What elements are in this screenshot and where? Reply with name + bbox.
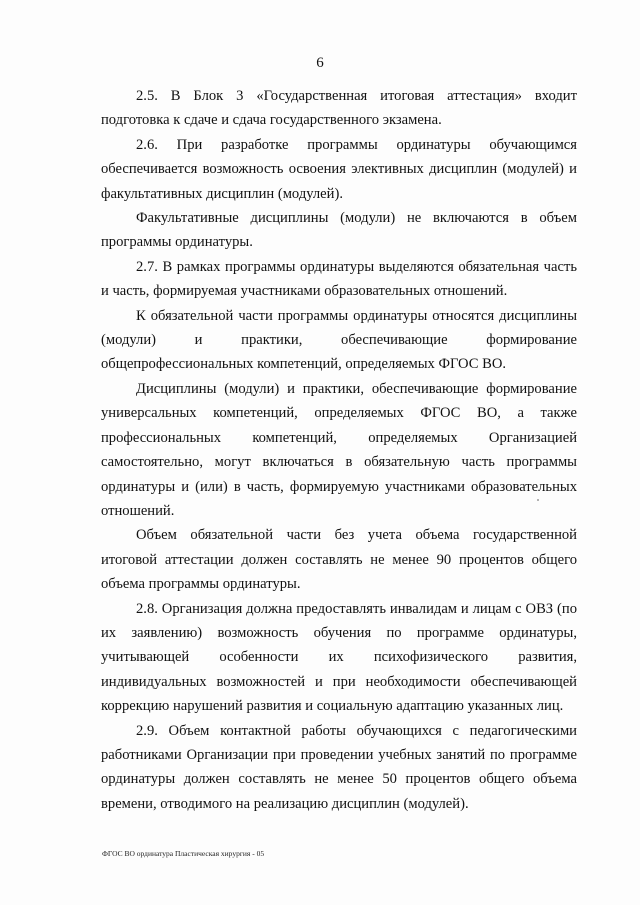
paragraph-mandatory-part: К обязательной части программы ординатуры относятся дисциплины (модули) и практики, обеспечивающие формирование общепрофессиональных компетенций, определяемых ФГОС ВО. — [101, 307, 577, 373]
paragraph-optional-disciplines: Факультативные дисциплины (модули) не включаются в объем программы ординатуры. — [101, 210, 577, 251]
document-body — [101, 84, 577, 816]
paragraph-mandatory-volume: Объем обязательной части без учета объема государственной итоговой аттестации должен составлять не менее 90 процентов общего объема программы ординатуры. — [101, 527, 577, 593]
scan-speck — [537, 499, 539, 501]
paragraph-competencies: Дисциплины (модули) и практики, обеспечивающие формирование универсальных компетенций, определяемых ФГОС ВО, а также профессиональных компетенций, определяемых Организацией самостоятельно, могут включаться в обязательную часть программы ординатуры и (или) в часть, формируемую участниками образовательных отношений. — [101, 380, 577, 519]
paragraph-2-8: 2.8. Организация должна предоставлять инвалидам и лицам с ОВЗ (по их заявлению) возможность обучения по программе ординатуры, учитывающей особенности их психофизического развития, индивидуальных возможностей и при необходимости обеспечивающей коррекцию нарушений развития и социальную адаптацию указанных лиц. — [101, 600, 577, 715]
paragraph-2-7: 2.7. В рамках программы ординатуры выделяются обязательная часть и часть, формируемая участниками образовательных отношений. — [101, 258, 577, 300]
document-footer: ФГОС ВО ординатура Пластическая хирургия - 05 — [102, 849, 265, 858]
page-number: 6 — [316, 55, 324, 71]
paragraph-2-9: 2.9. Объем контактной работы обучающихся с педагогическими работниками Организации при проведении учебных занятий по программе ординатуры должен составлять не менее 50 процентов общего объема времени, отводимого на реализацию дисциплин (модулей). — [101, 722, 577, 812]
paragraph-2-6: 2.6. При разработке программы ординатуры обучающимся обеспечивается возможность освоения элективных дисциплин (модулей) и факультативных дисциплин (модулей). — [101, 136, 577, 202]
paragraph-2-5: 2.5. В Блок 3 «Государственная итоговая аттестация» входит подготовка к сдаче и сдача государственного экзамена. — [101, 88, 577, 129]
